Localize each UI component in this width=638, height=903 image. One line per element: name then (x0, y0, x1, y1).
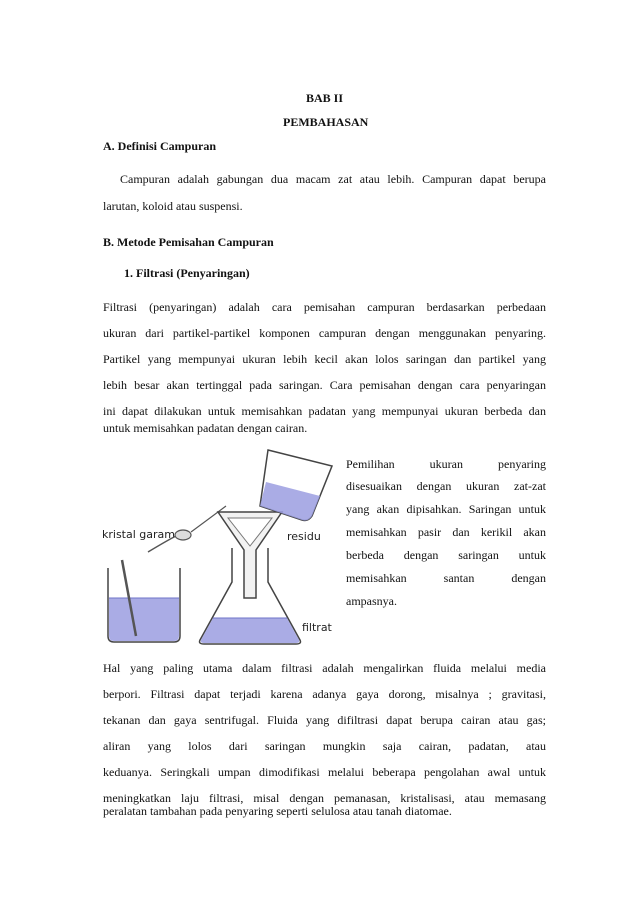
paragraph-line: tekanan dan gaya sentrifugal. Fluida yang difiltrasi dapat berupa cairan atau gas; (103, 713, 546, 727)
paragraph-line: ukuran dari partikel-partikel komponen campuran dengan menggunakan penyaring. (103, 326, 546, 340)
side-text-line: disesuaikan dengan ukuran zat-zat (346, 479, 546, 493)
paragraph-line: keduanya. Seringkali umpan dimodifikasi melalui beberapa pengolahan awal untuk (103, 765, 546, 779)
label-residu: residu (287, 530, 321, 543)
filter-funnel (218, 512, 282, 598)
paragraph-line: berpori. Filtrasi dapat terjadi karena adanya gaya dorong, misalnya ; gravitasi, (103, 687, 546, 701)
paragraph-line: meningkatkan laju filtrasi, misal dengan pemanasan, kristalisasi, atau memasang (103, 791, 546, 805)
side-text-line: ampasnya. (346, 594, 397, 608)
side-text-line: yang akan dipisahkan. Saringan untuk (346, 502, 546, 516)
paragraph-line: untuk memisahkan padatan dengan cairan. (103, 421, 308, 435)
chapter-title: PEMBAHASAN (283, 115, 369, 129)
paragraph-line: lebih besar akan tertinggal pada saringan. Cara pemisahan dengan cara penyaringan (103, 378, 546, 392)
paragraph-line: ini dapat dilakukan untuk memisahkan padatan yang mempunyai ukuran berbeda dan (103, 404, 546, 418)
side-text-line: memisahkan santan dengan (346, 571, 546, 585)
pouring-beaker (260, 450, 332, 521)
section-a-line: larutan, koloid atau suspensi. (103, 199, 243, 213)
section-a-heading: A. Definisi Campuran (103, 139, 217, 153)
section-a-line: Campuran adalah gabungan dua macam zat atau lebih. Campuran dapat berupa (120, 172, 546, 186)
side-text-line: Pemilihan ukuran penyaring (346, 457, 546, 471)
chapter-number: BAB II (306, 91, 344, 105)
paragraph-line: Partikel yang mempunyai ukuran lebih kecil akan lolos saringan dan partikel yang (103, 352, 546, 366)
filtration-figure (100, 448, 340, 648)
paragraph-line: aliran yang lolos dari saringan mungkin saja cairan, padatan, atau (103, 739, 546, 753)
section-b-subheading: 1. Filtrasi (Penyaringan) (124, 266, 250, 280)
section-b-heading: B. Metode Pemisahan Campuran (103, 235, 274, 249)
small-beaker (108, 568, 180, 642)
paragraph-line: Filtrasi (penyaringan) adalah cara pemisahan campuran berdasarkan perbedaan (103, 300, 546, 314)
side-text-line: memisahkan pasir dan kerikil akan (346, 525, 546, 539)
label-filtrat: filtrat (302, 621, 332, 634)
label-kristal-garam: kristal garam (102, 528, 175, 541)
paragraph-line: Hal yang paling utama dalam filtrasi adalah mengalirkan fluida melalui media (103, 661, 546, 675)
paragraph-line: peralatan tambahan pada penyaring seperti selulosa atau tanah diatomae. (103, 804, 452, 818)
side-text-line: berbeda dengan saringan untuk (346, 548, 546, 562)
